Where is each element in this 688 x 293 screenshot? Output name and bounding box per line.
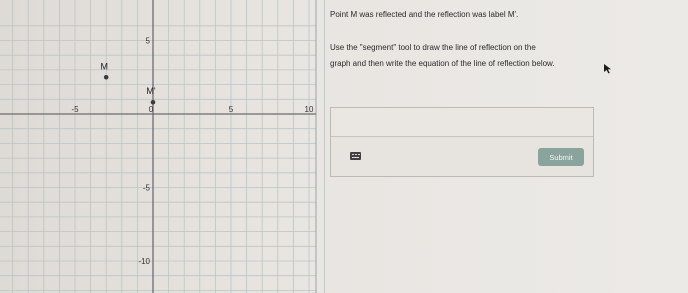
point-label: M: [100, 61, 108, 72]
axes: [0, 0, 316, 293]
grid-lines: [0, 0, 325, 293]
mouse-pointer-icon: [604, 64, 612, 74]
equation-input[interactable]: [331, 108, 593, 137]
y-tick-label: 5: [145, 36, 150, 46]
point-label: M': [146, 86, 156, 97]
instruction-line: graph and then write the equation of the line of reflection below.: [330, 59, 555, 68]
question-text: Point M was reflected and the reflection was label M'.: [330, 10, 519, 19]
x-tick-label: 5: [228, 105, 234, 114]
point-marker: [151, 100, 156, 105]
origin-label: 0: [148, 105, 154, 114]
instruction-line: Use the "segment" tool to draw the line of reflection on the: [330, 43, 536, 52]
y-tick-label: -10: [138, 257, 150, 266]
x-tick-label: -5: [71, 105, 79, 114]
point-marker: [104, 75, 109, 80]
y-tick-label: -5: [142, 183, 150, 193]
instruction-text: [330, 40, 555, 72]
keyboard-icon[interactable]: [350, 152, 361, 160]
submit-button[interactable]: Submit: [538, 148, 584, 166]
answer-box: [330, 107, 594, 177]
x-tick-label: 10: [304, 105, 314, 114]
coordinate-graph[interactable]: [0, 0, 330, 293]
plotted-points: [100, 61, 155, 104]
question-panel: [328, 0, 688, 293]
